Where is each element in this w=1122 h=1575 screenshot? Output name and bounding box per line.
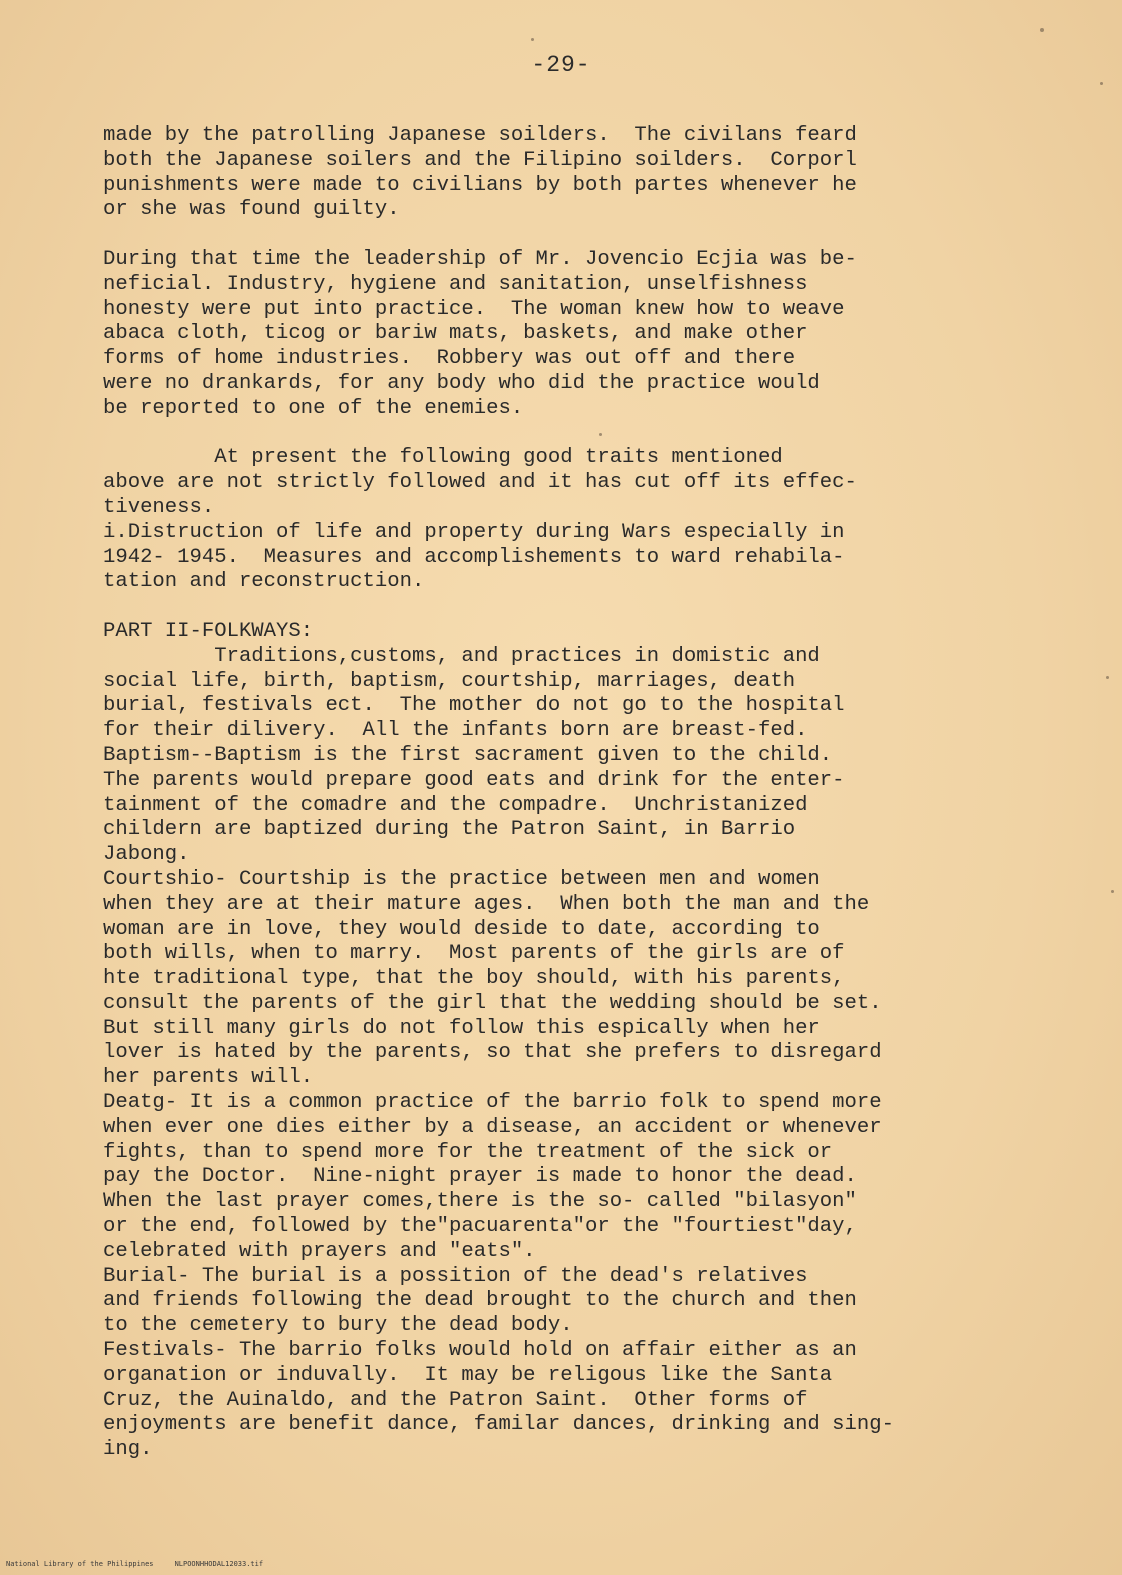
text-line: above are not strictly followed and it has cut off its effec- [103,471,857,495]
text-line: were no drankards, for any body who did the practice would [103,371,820,395]
text-line: childern are baptized during the Patron Saint, in Barrio [103,818,796,842]
text-line: fights, than to spend more for the treatment of the sick or [103,1140,833,1164]
text-line: During that time the leadership of Mr. Jovencio Ecjia was be- [103,247,857,271]
text-line: Festivals- The barrio folks would hold on affair either as an [103,1339,857,1363]
text-line: honesty were put into practice. The woman knew how to weave [103,297,845,321]
paper-speck [1111,890,1114,893]
text-line: enjoyments are benefit dance, familar dances, drinking and sing- [103,1413,894,1437]
text-line: and friends following the dead brought to the church and then [103,1289,857,1313]
text-line: i.Distruction of life and property during Wars especially in [103,520,845,544]
text-line: her parents will. [103,1066,314,1090]
text-line: social life, birth, baptism, courtship, marriages, death [103,669,796,693]
text-line: tation and reconstruction. [103,570,425,594]
text-line: pay the Doctor. Nine-night prayer is made to honor the dead. [103,1165,857,1189]
paragraph [103,248,1093,422]
text-line: Traditions,customs, and practices in domistic and [103,644,820,668]
text-line: celebrated with prayers and "eats". [103,1239,536,1263]
text-line: made by the patrolling Japanese soilders. The civilans feard [103,124,857,147]
paper-speck [531,38,534,41]
text-line: tainment of the comadre and the compadre. Unchristanized [103,793,808,817]
paragraph [103,124,1093,223]
text-line: Burial- The burial is a possition of the dead's relatives [103,1264,808,1288]
text-line: to the cemetery to bury the dead body. [103,1314,573,1338]
section-heading: PART II-FOLKWAYS: [103,619,314,643]
text-line: forms of home industries. Robbery was out off and there [103,347,796,371]
text-line: lover is hated by the parents, so that she prefers to disregard [103,1041,882,1065]
text-line: 1942- 1945. Measures and accomplishements to ward rehabila- [103,545,845,569]
archive-footer: National Library of the Philippines NLPOONHHODAL12033.tif [6,1560,264,1568]
text-line: hte traditional type, that the boy should, with his parents, [103,967,845,991]
text-line: At present the following good traits mentioned [103,446,783,470]
text-line: Cruz, the Auinaldo, and the Patron Saint. Other forms of [103,1388,808,1412]
text-line: tiveness. [103,495,215,519]
text-line: punishments were made to civilians by both partes whenever he [103,173,857,197]
document-body [103,124,1093,1463]
text-line: Courtshio- Courtship is the practice between men and women [103,867,820,891]
page-number: -29- [531,52,591,78]
text-line: burial, festivals ect. The mother do not go to the hospital [103,694,845,718]
text-line: neficial. Industry, hygiene and sanitation, unselfishness [103,272,808,296]
text-line: Jabong. [103,843,190,867]
paper-speck [1100,82,1103,85]
paragraph [103,446,1093,595]
text-line: both wills, when to marry. Most parents of the girls are of [103,942,845,966]
text-line: When the last prayer comes,there is the so- called "bilasyon" [103,1190,857,1214]
paragraph-gap [103,595,1093,620]
text-line: But still many girls do not follow this espically when her [103,1016,820,1040]
text-line: or the end, followed by the"pacuarenta"or the "fourtiest"day, [103,1215,857,1239]
text-line: be reported to one of the enemies. [103,396,524,420]
text-line: abaca cloth, ticog or bariw mats, baskets, and make other [103,322,808,346]
text-line: ing. [103,1438,153,1462]
text-line: when they are at their mature ages. When both the man and the [103,892,870,916]
text-line: consult the parents of the girl that the wedding should be set. [103,991,882,1015]
paragraph-gap [103,422,1093,447]
paragraph-gap [103,223,1093,248]
paragraph [103,620,1093,1463]
paper-speck [1106,676,1109,679]
text-line: both the Japanese soilers and the Filipino soilders. Corporl [103,148,857,172]
text-line: The parents would prepare good eats and drink for the enter- [103,768,845,792]
text-line: Baptism--Baptism is the first sacrament given to the child. [103,743,833,767]
paper-speck [1040,28,1044,32]
text-line: organation or induvally. It may be religous like the Santa [103,1363,833,1387]
text-line: for their dilivery. All the infants born are breast-fed. [103,719,808,743]
text-line: woman are in love, they would deside to date, according to [103,917,820,941]
text-line: when ever one dies either by a disease, an accident or whenever [103,1115,882,1139]
text-line: Deatg- It is a common practice of the barrio folk to spend more [103,1091,882,1115]
text-line: or she was found guilty. [103,198,400,222]
